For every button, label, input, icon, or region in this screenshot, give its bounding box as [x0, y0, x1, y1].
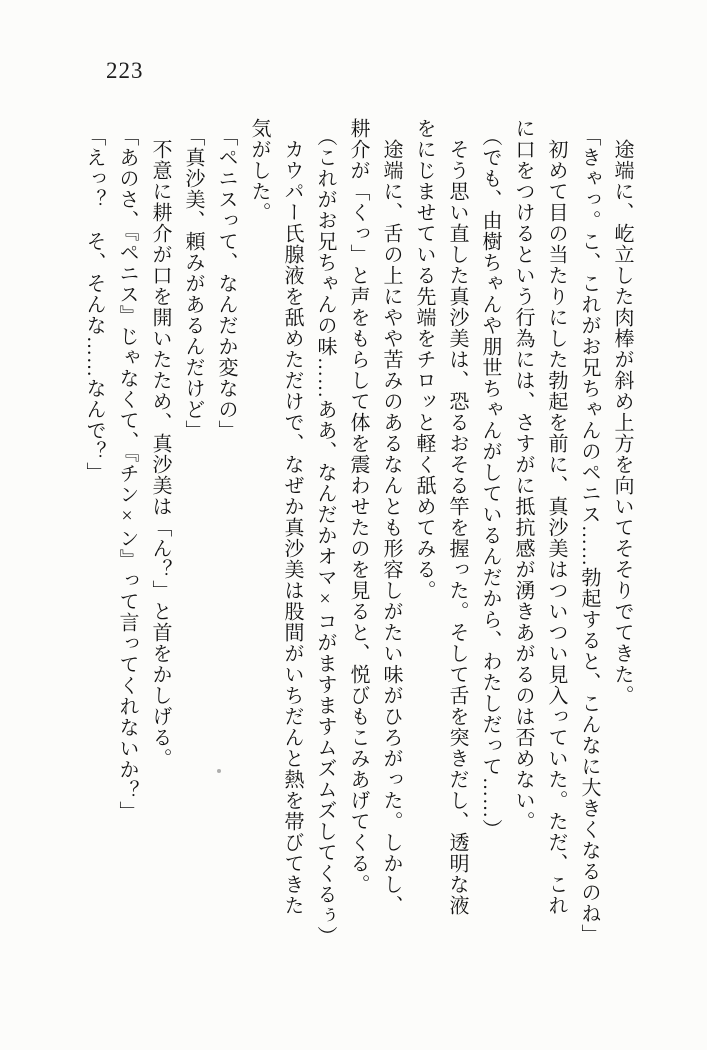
- page-number: 223: [106, 58, 144, 83]
- text-column: カウパー氏腺液を舐めただけで、なぜか真沙美は股間がいちだんと熱を帯びてきた: [281, 139, 303, 916]
- text-column: 途端に、屹立した肉棒が斜め上方を向いてそそりでてきた。: [611, 139, 633, 706]
- vertical-text-block: [77, 118, 638, 964]
- text-column: をにじませている先端をチロッと軽く舐めてみる。: [413, 118, 435, 601]
- text-column: 「ペニスって、なんだか変なの」: [215, 126, 237, 441]
- text-column: に口をつけるという行為には、さすがに抵抗感が湧きあがるのは否めない。: [512, 118, 534, 832]
- text-column: 気がした。: [248, 118, 270, 223]
- text-column: 「あのさ、『ペニス』じゃなくて、『チン×ン』って言ってくれないか？」: [116, 126, 138, 822]
- text-column: （でも、由樹ちゃんや朋世ちゃんがしているんだから、わたしだって……）: [479, 126, 501, 840]
- scan-speck: [217, 769, 221, 773]
- text-column: 「えっ？ そ、そんな……なんで？」: [83, 126, 105, 483]
- text-column: 初めて目の当たりにした勃起を前に、真沙美はついつい見入っていた。ただ、これ: [545, 139, 567, 916]
- text-column: 耕介が「くっ」と声をもらして体を震わせたのを見ると、悦びもこみあげてくる。: [347, 118, 369, 895]
- text-column: 途端に、舌の上にやや苦みのあるなんとも形容しがたい味がひろがった。しかし、: [380, 139, 402, 916]
- text-column: 「真沙美、頼みがあるんだけど」: [182, 126, 204, 441]
- text-column: そう思い直した真沙美は、恐るおそる竿を握った。そして舌を突きだし、透明な液: [446, 139, 468, 916]
- text-column: 不意に耕介が口を開いたため、真沙美は「ん？」と首をかしげる。: [149, 139, 171, 769]
- text-column: 「きゃっ。こ、これがお兄ちゃんのペニス……勃起すると、こんなに大きくなるのね」: [578, 126, 600, 945]
- text-column: （これがお兄ちゃんの味……ああ、なんだかオマ×コがますますムズムズしてくるぅ）: [314, 126, 336, 947]
